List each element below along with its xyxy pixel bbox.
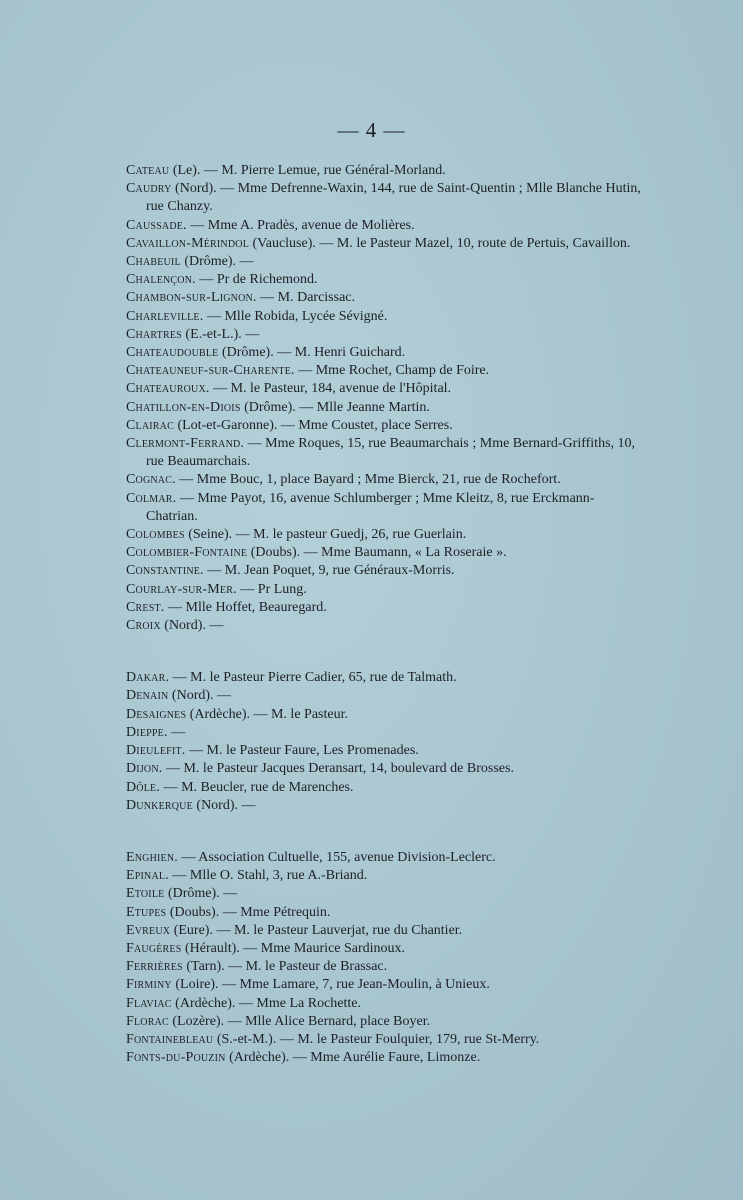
- place-name: Enghien.: [126, 849, 178, 865]
- contact-details: — Mme A. Pradès, avenue de Molières.: [186, 217, 415, 233]
- contact-details: (Ardèche). — Mme Aurélie Faure, Limonze.: [225, 1050, 481, 1066]
- directory-entry: [126, 490, 646, 526]
- place-name: Flaviac: [126, 995, 172, 1011]
- directory-entry: [126, 217, 646, 235]
- directory-entry: [126, 581, 646, 599]
- contact-details: (Loire). — Mme Lamare, 7, rue Jean-Moulin, à Unieux.: [171, 977, 490, 993]
- directory-entry: [126, 399, 646, 417]
- place-name: Colombier-Fontaine: [126, 545, 248, 561]
- place-name: Chabeuil: [126, 254, 181, 270]
- place-name: Colmar.: [126, 490, 177, 506]
- place-name: Caudry: [126, 181, 172, 197]
- contact-details: — M. le Pasteur Faure, Les Promenades.: [185, 743, 419, 759]
- contact-details: — M. Beucler, rue de Marenches.: [160, 779, 354, 795]
- directory-entry: [126, 162, 646, 180]
- contact-details: (Nord). —: [192, 797, 256, 813]
- directory-entry: [126, 669, 646, 687]
- contact-details: — Mme Rochet, Champ de Foire.: [294, 363, 490, 379]
- letter-section: [126, 669, 646, 815]
- contact-details: (Drôme). — M. Henri Guichard.: [218, 345, 406, 361]
- directory-entry: [126, 976, 646, 994]
- letter-section: [126, 849, 646, 1067]
- directory-entry: [126, 380, 646, 398]
- place-name: Fontainebleau: [126, 1031, 214, 1047]
- contact-details: (Drôme). — Mlle Jeanne Martin.: [240, 399, 430, 415]
- place-name: Faugères: [126, 940, 182, 956]
- contact-details: (Drôme). —: [164, 886, 238, 902]
- contact-details: (Seine). — M. le pasteur Guedj, 26, rue Guerlain.: [184, 527, 467, 543]
- contact-details: — Mme Bouc, 1, place Bayard ; Mme Bierck, 21, rue de Rochefort.: [175, 472, 561, 488]
- directory-entry: [126, 922, 646, 940]
- place-name: Chateauroux.: [126, 381, 210, 397]
- directory-entry: [126, 1031, 646, 1049]
- directory-entry: [126, 271, 646, 289]
- place-name: Croix: [126, 618, 161, 634]
- place-name: Courlay-sur-Mer.: [126, 581, 237, 597]
- contact-details: (Hérault). — Mme Maurice Sardinoux.: [181, 940, 406, 956]
- place-name: Dieulefit.: [126, 743, 186, 759]
- directory-entry: [126, 526, 646, 544]
- directory-entry: [126, 308, 646, 326]
- directory-entry: [126, 253, 646, 271]
- contact-details: (Nord). —: [168, 688, 232, 704]
- directory-entry: [126, 471, 646, 489]
- page-number: — 4 —: [337, 118, 406, 142]
- directory-entry: [126, 289, 646, 307]
- directory-entry: [126, 326, 646, 344]
- place-name: Desaignes: [126, 706, 187, 722]
- contact-details: (Doubs). — Mme Pétrequin.: [166, 904, 331, 920]
- contact-details: (Eure). — M. le Pasteur Lauverjat, rue du Chantier.: [170, 922, 463, 938]
- place-name: Epinal.: [126, 868, 169, 884]
- place-name: Cognac.: [126, 472, 176, 488]
- contact-details: (Drôme). —: [180, 254, 254, 270]
- place-name: Caussade.: [126, 217, 187, 233]
- contact-details: (Lot-et-Garonne). — Mme Coustet, place Serres.: [173, 417, 453, 433]
- directory-entry: [126, 797, 646, 815]
- directory-entry: [126, 904, 646, 922]
- place-name: Chateauneuf-sur-Charente.: [126, 363, 295, 379]
- directory-entry: [126, 544, 646, 562]
- contact-details: (Nord). —: [160, 618, 224, 634]
- place-name: Dakar.: [126, 670, 170, 686]
- contact-details: (S.-et-M.). — M. le Pasteur Foulquier, 179, rue St-Merry.: [213, 1031, 540, 1047]
- place-name: Dunkerque: [126, 797, 193, 813]
- contact-details: (Ardèche). — M. le Pasteur.: [186, 706, 348, 722]
- place-name: Firminy: [126, 977, 172, 993]
- directory-entry: [126, 617, 646, 635]
- place-name: Clermont-Ferrand.: [126, 436, 245, 452]
- contact-details: (Doubs). — Mme Baumann, « La Roseraie ».: [247, 545, 507, 561]
- contact-details: — Mme Roques, 15, rue Beaumarchais ; Mme Bernard-Griffiths, 10, rue Beaumarchais.: [146, 436, 636, 470]
- contact-details: — M. le Pasteur Jacques Deransart, 14, boulevard de Brosses.: [162, 761, 514, 777]
- place-name: Fonts-du-Pouzin: [126, 1050, 226, 1066]
- contact-details: — M. le Pasteur, 184, avenue de l'Hôpital.: [209, 381, 452, 397]
- directory-entry: [126, 724, 646, 742]
- directory-entry: [126, 995, 646, 1013]
- directory-entry: [126, 779, 646, 797]
- directory-entry: [126, 958, 646, 976]
- contact-details: — M. Darcissac.: [256, 290, 356, 306]
- contact-details: — Mme Payot, 16, avenue Schlumberger ; Mme Kleitz, 8, rue Erckmann-Chatrian.: [146, 490, 595, 524]
- place-name: Etupes: [126, 904, 167, 920]
- contact-details: — Pr Lung.: [236, 581, 307, 597]
- contact-details: — M. Jean Poquet, 9, rue Généraux-Morris.: [203, 563, 455, 579]
- place-name: Cavaillon-Mérindol: [126, 235, 250, 251]
- directory-entry: [126, 849, 646, 867]
- contact-details: (Lozère). — Mlle Alice Bernard, place Boyer.: [168, 1013, 431, 1029]
- directory-entry: [126, 867, 646, 885]
- place-name: Evreux: [126, 922, 171, 938]
- place-name: Etoile: [126, 886, 165, 902]
- contact-details: —: [167, 724, 186, 740]
- contact-details: — Pr de Richemond.: [195, 272, 318, 288]
- place-name: Chambon-sur-Lignon.: [126, 290, 257, 306]
- directory-entry: [126, 235, 646, 253]
- contact-details: (Le). — M. Pierre Lemue, rue Général-Morland.: [169, 163, 446, 178]
- contact-details: — M. le Pasteur Pierre Cadier, 65, rue de Talmath.: [169, 670, 457, 686]
- place-name: Colombes: [126, 527, 185, 543]
- place-name: Charleville.: [126, 308, 204, 324]
- directory-entry: [126, 742, 646, 760]
- directory-entry: [126, 435, 646, 471]
- directory-entry: [126, 760, 646, 778]
- contact-details: (E.-et-L.). —: [181, 326, 260, 342]
- directory-entry: [126, 1049, 646, 1067]
- contact-details: — Mlle O. Stahl, 3, rue A.-Briand.: [168, 868, 368, 884]
- directory-entry: [126, 599, 646, 617]
- contact-details: — Mlle Robida, Lycée Sévigné.: [203, 308, 388, 324]
- directory-entry: [126, 417, 646, 435]
- place-name: Chateaudouble: [126, 345, 219, 361]
- contact-details: (Vaucluse). — M. le Pasteur Mazel, 10, route de Pertuis, Cavaillon.: [249, 235, 631, 251]
- directory-entry: [126, 344, 646, 362]
- directory-listing: [126, 162, 646, 1101]
- place-name: Dijon.: [126, 761, 163, 777]
- contact-details: (Tarn). — M. le Pasteur de Brassac.: [182, 959, 388, 975]
- place-name: Dieppe.: [126, 724, 168, 740]
- contact-details: (Nord). — Mme Defrenne-Waxin, 144, rue de Saint-Quentin ; Mlle Blanche Hutin, rue Chanzy.: [146, 181, 641, 215]
- directory-entry: [126, 706, 646, 724]
- directory-entry: [126, 885, 646, 903]
- directory-entry: [126, 940, 646, 958]
- place-name: Denain: [126, 688, 169, 704]
- place-name: Ferrières: [126, 959, 183, 975]
- place-name: Crest.: [126, 599, 165, 615]
- place-name: Chatillon-en-Diois: [126, 399, 241, 415]
- directory-entry: [126, 687, 646, 705]
- place-name: Florac: [126, 1013, 169, 1029]
- contact-details: (Ardèche). — Mme La Rochette.: [171, 995, 361, 1011]
- place-name: Constantine.: [126, 563, 204, 579]
- place-name: Dôle.: [126, 779, 161, 795]
- letter-section: [126, 162, 646, 635]
- directory-entry: [126, 180, 646, 216]
- place-name: Cateau: [126, 163, 170, 178]
- directory-entry: [126, 562, 646, 580]
- directory-entry: [126, 1013, 646, 1031]
- place-name: Chartres: [126, 326, 182, 342]
- directory-entry: [126, 362, 646, 380]
- contact-details: — Association Cultuelle, 155, avenue Division-Leclerc.: [177, 849, 496, 865]
- place-name: Clairac: [126, 417, 174, 433]
- place-name: Chalençon.: [126, 272, 196, 288]
- contact-details: — Mlle Hoffet, Beauregard.: [164, 599, 327, 615]
